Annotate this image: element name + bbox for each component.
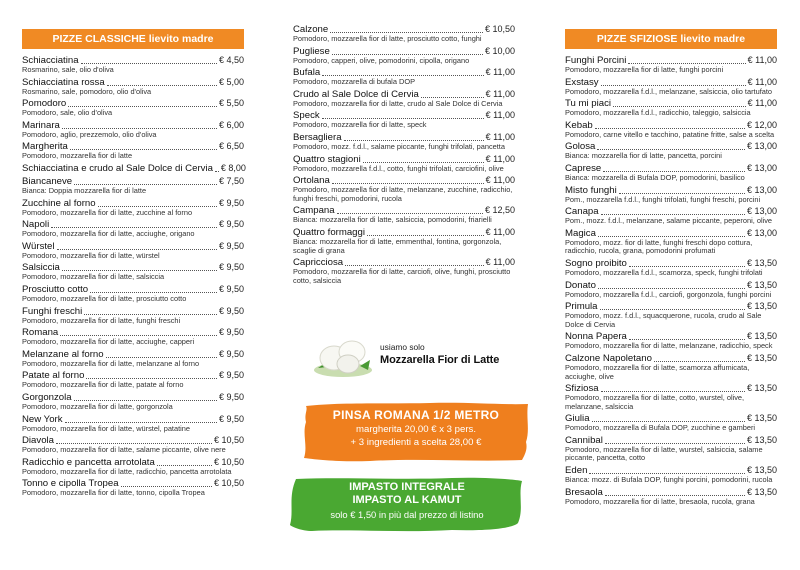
pinsa-line1: margherita 20,00 € x 3 pers. [356,424,476,435]
menu-item-price: € 10,50 [213,478,244,489]
menu-item-price: € 6,50 [218,141,244,152]
menu-item [293,154,515,174]
menu-item-description: Rosmarino, sale, pomodoro, olio d'oliva [22,87,152,96]
menu-item-name: Ortolana [293,175,330,187]
dotted-leader [363,162,484,163]
menu-item-description: Pomodoro, mozzarella fior di latte, cotto, wurstel, olive, melanzane, salsiccia [565,394,745,411]
dotted-leader [84,314,217,315]
menu-item-name: Exstasy [565,76,599,88]
menu-item-description: Bianca: mozzarella di Bufala DOP, pomodorini, basilico [565,173,745,182]
menu-item [565,185,777,205]
classic-pizzas-list [22,55,244,498]
menu-item-name: Campana [293,205,335,217]
menu-item [22,414,244,434]
menu-item-name: Calzone [293,24,329,35]
menu-item-name: Biancaneve [22,175,73,187]
menu-item-price: € 13,00 [746,206,777,217]
integrale-line3: solo € 1,50 in più dal prezzo di listino [330,509,484,520]
menu-item-name: Capricciosa [293,257,344,269]
menu-item-name: Bersagliera [293,131,342,143]
menu-item-description: Bianca: mozz. di Bufala DOP, funghi porcini, pomodorini, rucola [565,476,773,485]
dotted-leader [70,149,217,150]
menu-item-description: Pomodoro, mozzarella f.d.l., radicchio, taleggio, salsiccia [565,109,751,118]
menu-item-description: Pomodoro, carne vitello e tacchino, patatine fritte, salse a scelta [565,130,775,139]
dotted-leader [603,171,745,172]
menu-item-price: € 4,50 [218,55,244,65]
dotted-leader [597,149,745,150]
dotted-leader [595,128,745,129]
dotted-leader [90,292,217,293]
menu-item [565,228,777,256]
mozzarella-note-small: usiamo solo [380,342,425,352]
menu-item-description: Pomodoro, mozzarella fior di latte, würstel, patatine [22,424,191,433]
menu-item-description: Pomodoro, mozzarella fior di latte, gorgonzola [22,402,173,411]
classic-pizzas-header: PIZZE CLASSICHE lievito madre [22,29,244,49]
dotted-leader [62,128,217,129]
dotted-leader [421,97,484,98]
menu-item-description: Pomodoro, sale, olio d'oliva [22,109,113,118]
menu-item [565,77,777,97]
menu-item-description: Pomodoro, mozz. f.d.l., squacquerone, rucola, crudo al Sale Dolce di Cervia [565,312,762,329]
menu-item [565,206,777,226]
menu-item [22,435,244,455]
special-pizzas-column [565,0,777,508]
menu-item-description: Pomodoro, aglio, prezzemolo, olio d'oliva [22,130,157,139]
menu-item-price: € 9,50 [218,348,244,359]
menu-item [22,392,244,412]
menu-item-description: Pomodoro, mozzarella fior di latte, melanzane al forno [22,359,200,368]
dotted-leader [605,495,745,496]
pinsa-line2: + 3 ingredienti a scelta 28,00 € [350,437,482,448]
menu-item-description: Pomodoro, mozzarella fior di latte, crudo al Sale Dolce di Cervia [293,99,503,108]
menu-item-name: New York [22,413,63,425]
menu-item-description: Pomodoro, mozzarella fior di latte, acciughe, capperi [22,338,195,347]
menu-item-name: Schiacciatina [22,55,79,66]
dotted-leader [600,309,745,310]
menu-item [22,349,244,369]
menu-item-price: € 9,50 [218,305,244,316]
menu-item-name: Sfiziosa [565,383,599,395]
menu-item-name: Donato [565,279,596,291]
menu-item-description: Pomodoro, mozzarella f.d.l., melanzane, salsiccia, olio tartufato [565,87,773,96]
menu-item-description: Pomodoro, mozzarella fior di latte, prosciutto cotto, funghi [293,35,482,43]
menu-item-price: € 13,00 [746,227,777,238]
dotted-leader [157,465,212,466]
menu-item-price: € 9,50 [218,413,244,424]
dotted-leader [629,339,745,340]
menu-item-name: Pomodoro [22,98,67,110]
menu-item-description: Pomodoro, mozz. f.d.l., salame piccante, funghi trifolati, pancetta [293,142,505,151]
menu-item-description: Pomodoro, mozzarella fior di latte, salame piccante, olive nere [22,446,226,455]
menu-item-description: Pomodoro, mozz. fior di latte, funghi freschi dopo cottura, radicchio, rucola, grana, pomodorini profumati [565,238,753,256]
menu-item-description: Pom., mozzarella f.d.l., funghi trifolati, funghi freschi, porcini [565,195,761,204]
menu-item [565,301,777,329]
dotted-leader [601,391,745,392]
dotted-leader [74,184,217,185]
dotted-leader [598,288,745,289]
menu-item-name: Gorgonzola [22,391,72,403]
menu-item-price: € 13,50 [746,301,777,312]
middle-pizzas-list [293,24,515,285]
menu-item [22,457,244,477]
menu-item-price: € 11,00 [747,55,777,65]
menu-item-name: Cannibal [565,434,603,446]
menu-item-description: Bianca: mozzarella fior di latte, salsiccia, pomodorini, friarielli [293,216,492,225]
menu-item [22,163,244,174]
menu-item-price: € 11,00 [485,175,515,186]
dotted-leader [322,118,484,119]
menu-item [293,227,515,255]
dotted-leader [74,400,217,401]
dotted-leader [601,214,745,215]
dotted-leader [589,473,745,474]
menu-item-name: Margherita [22,141,68,153]
dotted-leader [98,206,217,207]
menu-item [565,163,777,183]
dotted-leader [51,227,217,228]
menu-item-description: Pomodoro, mozzarella fior di latte, melanzane, radicchio, speck [565,342,773,351]
menu-item-description: Pomodoro, mozzarella fior di latte, melanzane, zucchine, radicchio, funghi freschi, pomodorini, rucola [293,186,513,203]
menu-item-description: Pomodoro, mozzarella fior di latte, prosciutto cotto [22,294,187,303]
mozzarella-note [312,330,522,385]
menu-item-name: Nonna Papera [565,331,627,343]
menu-item [22,55,244,75]
menu-item-price: € 11,00 [485,67,515,78]
menu-item-description: Pomodoro, mozzarella fior di latte, tonno, cipolla Tropea [22,489,205,498]
menu-item [565,55,777,75]
mozzarella-image [312,330,374,378]
menu-item-price: € 13,50 [746,413,777,424]
menu-item-name: Schiacciatina e crudo al Sale Dolce di Cervia [22,162,213,174]
menu-item-name: Funghi Porcini [565,55,627,66]
pinsa-title: PINSA ROMANA 1/2 METRO [332,408,500,422]
menu-item-description: Bianca: mozzarella fior di latte, pancetta, porcini [565,152,722,161]
menu-item-price: € 9,50 [218,219,244,230]
dotted-leader [56,443,212,444]
menu-item-description: Pom., mozz. f.d.l., melanzane, salame piccante, peperoni, olive [565,217,773,226]
menu-item [565,331,777,351]
menu-item-name: Calzone Napoletano [565,352,652,364]
menu-item [565,413,777,433]
dotted-leader [367,235,484,236]
menu-item-name: Primula [565,301,598,313]
menu-item-price: € 13,00 [746,184,777,195]
menu-item-name: Quattro formaggi [293,226,365,238]
menu-item-description: Pomodoro, mozzarella fior di latte, zucchine al forno [22,208,193,217]
menu-item-price: € 9,50 [218,327,244,338]
dotted-leader [65,422,217,423]
dotted-leader [121,486,212,487]
menu-item-description: Pomodoro, mozzarella fior di latte, acciughe, origano [22,230,195,239]
menu-item-name: Tonno e cipolla Tropea [22,478,119,490]
menu-item-price: € 13,00 [746,141,777,152]
dotted-leader [86,378,217,379]
menu-item-name: Kebab [565,119,593,131]
menu-item-price: € 13,50 [746,383,777,394]
menu-item-price: € 11,00 [747,76,777,87]
integrale-line2: IMPASTO AL KAMUT [352,494,462,506]
menu-item-price: € 11,00 [485,226,515,237]
menu-item-description: Pomodoro, mozzarella fior di latte, salsiccia [22,273,165,282]
dotted-leader [62,270,217,271]
dotted-leader [598,236,745,237]
dotted-leader [68,106,217,107]
menu-item-description: Rosmarino, sale, olio d'oliva [22,66,114,74]
menu-item-price: € 11,00 [485,153,515,164]
integrale-line1: IMPASTO INTEGRALE [349,481,465,493]
dotted-leader [605,443,745,444]
menu-item [565,141,777,161]
menu-item-price: € 10,50 [213,435,244,446]
menu-item [293,110,515,130]
dotted-leader [215,171,219,172]
menu-item-price: € 11,00 [485,131,515,142]
menu-item [22,219,244,239]
menu-item-description: Pomodoro, mozzarella fior di latte, funghi freschi [22,316,181,325]
dotted-leader [322,75,483,76]
dotted-leader [332,54,483,55]
menu-item-price: € 5,00 [218,76,244,87]
dotted-leader [330,32,483,33]
menu-item-description: Bianca: Doppia mozzarella fior di latte [22,186,147,195]
menu-item-price: € 13,50 [746,352,777,363]
menu-item [565,487,777,507]
menu-item-price: € 13,00 [746,162,777,173]
menu-item-name: Speck [293,110,320,122]
menu-item-price: € 12,00 [746,119,777,130]
menu-item-description: Pomodoro, mozzarella di bufala DOP [293,78,416,87]
special-pizzas-list [565,55,777,506]
menu-item [293,46,515,66]
dotted-leader [332,183,484,184]
menu-item-name: Bufala [293,67,321,79]
menu-item-name: Magica [565,227,596,239]
menu-item-name: Bresaola [565,486,603,498]
menu-item-name: Tu mi piaci [565,98,612,110]
menu-item-price: € 10,50 [484,24,515,34]
menu-item [293,205,515,225]
menu-item-price: € 12,50 [484,205,515,216]
menu-item-description: Pomodoro, mozzarella fior di latte, radicchio, pancetta arrotolata [22,467,232,476]
menu-item-name: Golosa [565,141,596,153]
menu-item [22,241,244,261]
dotted-leader [592,421,745,422]
menu-item-description: Pomodoro, mozzarella fior di latte, funghi porcini [565,66,724,74]
menu-item-name: Quattro stagioni [293,153,361,165]
menu-item-name: Salsiccia [22,262,60,274]
menu-item [22,284,244,304]
menu-item-name: Napoli [22,219,50,231]
menu-item-name: Würstel [22,240,55,252]
dotted-leader [337,213,483,214]
menu-item [22,98,244,118]
menu-item-name: Sogno proibito [565,257,627,269]
menu-item [22,141,244,161]
menu-item-description: Pomodoro, mozzarella fior di latte, patate al forno [22,381,184,390]
menu-item [565,353,777,381]
menu-item-description: Pomodoro, mozzarella f.d.l., carciofi, gorgonzola, funghi porcini [565,290,772,299]
menu-item-price: € 8,00 [220,162,246,173]
menu-item-price: € 10,50 [213,456,244,467]
menu-item-name: Prosciutto cotto [22,283,89,295]
menu-item-description: Pomodoro, mozzarella fior di latte, bresaola, rucola, grana [565,497,755,506]
menu-item-description: Pomodoro, mozzarella fior di latte, würstel [22,251,160,260]
menu-item-description: Pomodoro, mozzarella fior di latte [22,152,133,161]
menu-item [565,98,777,118]
menu-item [565,383,777,411]
menu-item [22,120,244,140]
menu-item [22,370,244,390]
menu-item-description: Pomodoro, mozzarella fior di latte, scamorza affumicata, acciughe, olive [565,363,750,381]
menu-item [293,24,515,44]
classic-pizzas-column [22,0,244,500]
menu-item [565,465,777,485]
menu-item-name: Pugliese [293,45,330,57]
pizzas-middle-column [293,0,515,287]
menu-item [565,435,777,463]
menu-item-name: Eden [565,465,588,477]
menu-item-price: € 11,00 [485,257,515,268]
menu-item-price: € 10,00 [484,45,515,56]
menu-item [22,176,244,196]
menu-item-description: Pomodoro, mozzarella fior di latte, speck [293,121,427,130]
dotted-leader [57,249,217,250]
dotted-leader [629,266,745,267]
menu-item-name: Marinara [22,119,60,131]
menu-item-name: Funghi freschi [22,305,83,317]
dotted-leader [601,85,746,86]
menu-item-price: € 13,50 [746,279,777,290]
mozzarella-note-title: Mozzarella Fior di Latte [380,354,500,366]
menu-item-price: € 6,00 [218,119,244,130]
menu-item-price: € 11,00 [485,110,515,121]
menu-item [22,306,244,326]
menu-item [293,175,515,203]
menu-item-description: Pomodoro, mozzarella f.d.l., cotto, funghi trifolati, carciofini, olive [293,164,504,173]
menu-item [22,198,244,218]
menu-item-price: € 9,50 [218,240,244,251]
dotted-leader [344,140,484,141]
menu-item-name: Melanzane al forno [22,348,104,360]
menu-item-name: Patate al forno [22,370,85,382]
menu-item-name: Zucchine al forno [22,197,96,209]
menu-item-price: € 9,50 [218,283,244,294]
dotted-leader [81,63,217,64]
menu-item-price: € 13,50 [746,331,777,342]
menu-item-name: Schiacciatina rossa [22,76,105,88]
menu-item-description: Pomodoro, mozzarella f.d.l., scamorza, speck, funghi trifolati [565,268,763,277]
menu-item-name: Radicchio e pancetta arrotolata [22,456,155,468]
menu-item-name: Giulia [565,413,590,425]
menu-item-price: € 13,50 [746,465,777,476]
menu-item [293,257,515,285]
menu-item [565,258,777,278]
menu-item-price: € 7,50 [218,175,244,186]
menu-item-price: € 5,50 [218,98,244,109]
special-pizzas-header: PIZZE SFIZIOSE lievito madre [565,29,777,49]
integrale-kamut-banner [282,475,532,535]
menu-item-price: € 13,50 [746,486,777,497]
menu-item-description: Pomodoro, mozzarella di Bufala DOP, zucchine e gamberi [565,424,756,433]
menu-item-price: € 9,50 [218,391,244,402]
menu-item-name: Caprese [565,162,602,174]
menu-item [565,280,777,300]
menu-item-price: € 9,50 [218,262,244,273]
menu-item-price: € 11,00 [485,88,515,99]
menu-item [293,67,515,87]
dotted-leader [613,106,746,107]
dotted-leader [654,361,745,362]
dotted-leader [345,265,484,266]
menu-item-description: Pomodoro, mozzarella fior di latte, wurstel, salsiccia, salame piccante, pancetta, cotto [565,445,763,463]
menu-item [22,262,244,282]
menu-item [22,327,244,347]
dotted-leader [619,193,745,194]
dotted-leader [628,63,745,64]
menu-item [293,132,515,152]
menu-item-name: Diavola [22,435,54,447]
menu-item-price: € 9,50 [218,197,244,208]
menu-item-description: Pomodoro, mozzarella fior di latte, carciofi, olive, funghi, prosciutto cotto, salsiccia [293,268,511,285]
menu-item-description: Bianca: mozzarella fior di latte, emmenthal, fontina, gorgonzola, scaglie di grana [293,237,502,255]
menu-item-price: € 13,50 [746,434,777,445]
menu-item-price: € 13,50 [746,257,777,268]
menu-item-price: € 11,00 [747,98,777,109]
menu-item [565,120,777,140]
menu-item-name: Misto funghi [565,184,617,196]
menu-item-name: Canapa [565,206,599,218]
menu-item-price: € 9,50 [218,370,244,381]
menu-item-name: Crudo al Sale Dolce di Cervia [293,88,419,100]
menu-item [293,89,515,109]
menu-item [22,77,244,97]
menu-item [22,478,244,498]
menu-item-description: Pomodoro, capperi, olive, pomodorini, cipolla, origano [293,56,470,65]
dotted-leader [60,335,217,336]
dotted-leader [107,85,217,86]
pinsa-romana-banner [300,400,532,464]
menu-item-name: Romana [22,327,59,339]
dotted-leader [106,357,217,358]
